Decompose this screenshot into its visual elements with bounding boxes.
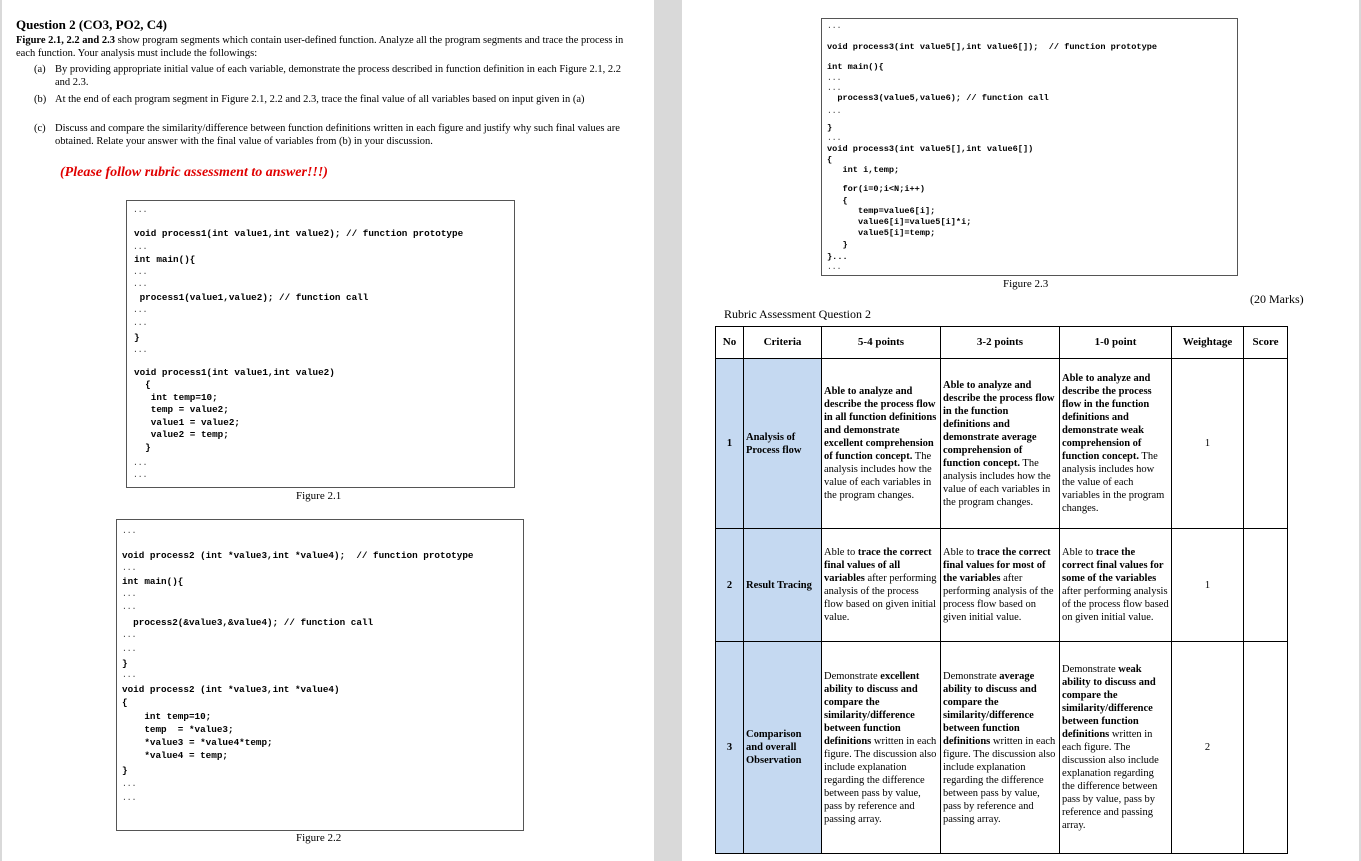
row-3-no: 3: [716, 642, 744, 854]
header-1-0: 1-0 point: [1060, 327, 1172, 359]
figure-2-2-box: ... void process2 (int *value3,int *value4); // function prototype ... int main(){ ... ... process2(&value3,&value4); // function call ... ... } ... void process2 (int *value3,int *value4) { int temp=10; temp = *value3; *value3 = *value4*temp; *value4 = temp; } ... ...: [116, 519, 524, 831]
row-3-5-4: Demonstrate excellent ability to discuss and compare the similarity/difference between function definitions written in each figure. The discussion also include explanation regarding the difference between pass by value, pass by reference and passing array.: [822, 642, 941, 854]
question-item-a: (a) By providing appropriate initial value of each variable, demonstrate the process described in function definition in each Figure 2.1, 2.2 and 2.3.: [34, 64, 621, 88]
question-intro: Figure 2.1, 2.2 and 2.3 show program segments which contain user-defined function. Analyze all the program segments and trace the process in each function. Your analysis must include the followings:: [16, 35, 624, 59]
row-1-1-0: Able to analyze and describe the process flow in the function definitions and demonstrate weak comprehension of function concept. The analysis includes how the value of each variables in the program changes.: [1060, 359, 1172, 529]
question-item-c: (c) Discuss and compare the similarity/difference between function definitions written in each figure and justify why such final values are obtained. Relate your answer with the final value of variables from (b) in your discussion.: [34, 123, 620, 147]
fig2-definition: void process2 (int *value3,int *value4): [122, 684, 340, 695]
fig2-call: process2(&value3,&value4); // function call: [122, 617, 374, 628]
rubric-table: [715, 326, 1288, 854]
total-marks: (20 Marks): [1250, 292, 1304, 306]
header-5-4: 5-4 points: [822, 327, 941, 359]
header-no: No: [716, 327, 744, 359]
row-1-3-2: Able to analyze and describe the process flow in the function definitions and demonstrate average comprehension of function concept. The analysis includes how the value of each variables in the program changes.: [941, 359, 1060, 529]
row-2-no: 2: [716, 529, 744, 642]
header-score: Score: [1244, 327, 1288, 359]
row-1-5-4: Able to analyze and describe the process flow in all function definitions and demonstrate excellent comprehension of function concept. The analysis includes how the value of each variables in the program changes.: [822, 359, 941, 529]
left-page: [2, 0, 654, 861]
header-3-2: 3-2 points: [941, 327, 1060, 359]
rubric-header-row: [716, 327, 1288, 359]
row-3-score[interactable]: [1244, 642, 1288, 854]
fig1-prototype: void process1(int value1,int value2); // function prototype: [134, 228, 464, 239]
row-1-weightage: 1: [1172, 359, 1244, 529]
fig2-prototype: void process2 (int *value3,int *value4); // function prototype: [122, 550, 474, 561]
right-page: [682, 0, 1359, 861]
header-weightage: Weightage: [1172, 327, 1244, 359]
figure-2-3-caption: Figure 2.3: [1003, 278, 1049, 290]
rubric-row-1: [716, 359, 1288, 529]
row-2-1-0: Able to trace the correct final values for some of the variables after performing analysis of the process flow based on given initial value.: [1060, 529, 1172, 642]
fig1-definition: void process1(int value1,int value2): [134, 367, 335, 378]
row-3-1-0: Demonstrate weak ability to discuss and compare the similarity/difference between function definitions written in each figure. The discussion also include explanation regarding the difference between pass by value, pass by reference and passing array.: [1060, 642, 1172, 854]
row-2-criteria: Result Tracing: [744, 529, 822, 642]
row-1-criteria: Analysis of Process flow: [744, 359, 822, 529]
rubric-title: Rubric Assessment Question 2: [724, 307, 871, 321]
fig3-main: int main(){: [827, 62, 884, 72]
figure-2-3-box: ... void process3(int value5[],int value6[]); // function prototype int main(){ ... ... process3(value5,value6); // function call ... } ... void process3(int value5[],int value6[]) { int i,temp; for(i=0;i<N;i++) { temp=value6[i]; value6[i]=value5[i]*i; value5[i]=temp; } }... ...: [821, 18, 1238, 276]
row-3-criteria: Comparison and overall Observation: [744, 642, 822, 854]
row-2-weightage: 1: [1172, 529, 1244, 642]
question-item-b: (b) At the end of each program segment in Figure 2.1, 2.2 and 2.3, trace the final value of all variables based on input given in (a): [34, 94, 585, 105]
figure-2-1-box: ... void process1(int value1,int value2); // function prototype ... int main(){ ... ... process1(value1,value2); // function call ... ... } ... void process1(int value1,int value2) { int temp=10; temp = value2; value1 = value2; value2 = temp; } ... ...: [126, 200, 515, 488]
header-criteria: Criteria: [744, 327, 822, 359]
row-3-3-2: Demonstrate average ability to discuss and compare the similarity/difference between function definitions written in each figure. The discussion also include explanation regarding the difference between pass by value, pass by reference and passing array.: [941, 642, 1060, 854]
fig3-call: process3(value5,value6); // function call: [827, 93, 1049, 103]
row-3-weightage: 2: [1172, 642, 1244, 854]
page-gap: [654, 0, 682, 861]
figure-2-2-caption: Figure 2.2: [296, 832, 342, 844]
fig1-main: int main(){: [134, 254, 196, 265]
row-1-score[interactable]: [1244, 359, 1288, 529]
fig1-call: process1(value1,value2); // function call: [134, 292, 369, 303]
figure-2-1-caption: Figure 2.1: [296, 490, 342, 502]
rubric-note: (Please follow rubric assessment to answer!!!): [60, 165, 328, 180]
fig2-main: int main(){: [122, 576, 184, 587]
row-2-score[interactable]: [1244, 529, 1288, 642]
rubric-row-2: [716, 529, 1288, 642]
question-title: Question 2 (CO3, PO2, C4): [16, 17, 167, 32]
row-1-no: 1: [716, 359, 744, 529]
row-2-3-2: Able to trace the correct final values for most of the variables after performing analysis of the process flow based on given initial value.: [941, 529, 1060, 642]
rubric-row-3: [716, 642, 1288, 854]
fig3-definition: void process3(int value5[],int value6[]): [827, 144, 1034, 154]
row-2-5-4: Able to trace the correct final values of all variables after performing analysis of the process flow based on given initial value.: [822, 529, 941, 642]
fig3-prototype: void process3(int value5[],int value6[]); // function prototype: [827, 42, 1158, 52]
